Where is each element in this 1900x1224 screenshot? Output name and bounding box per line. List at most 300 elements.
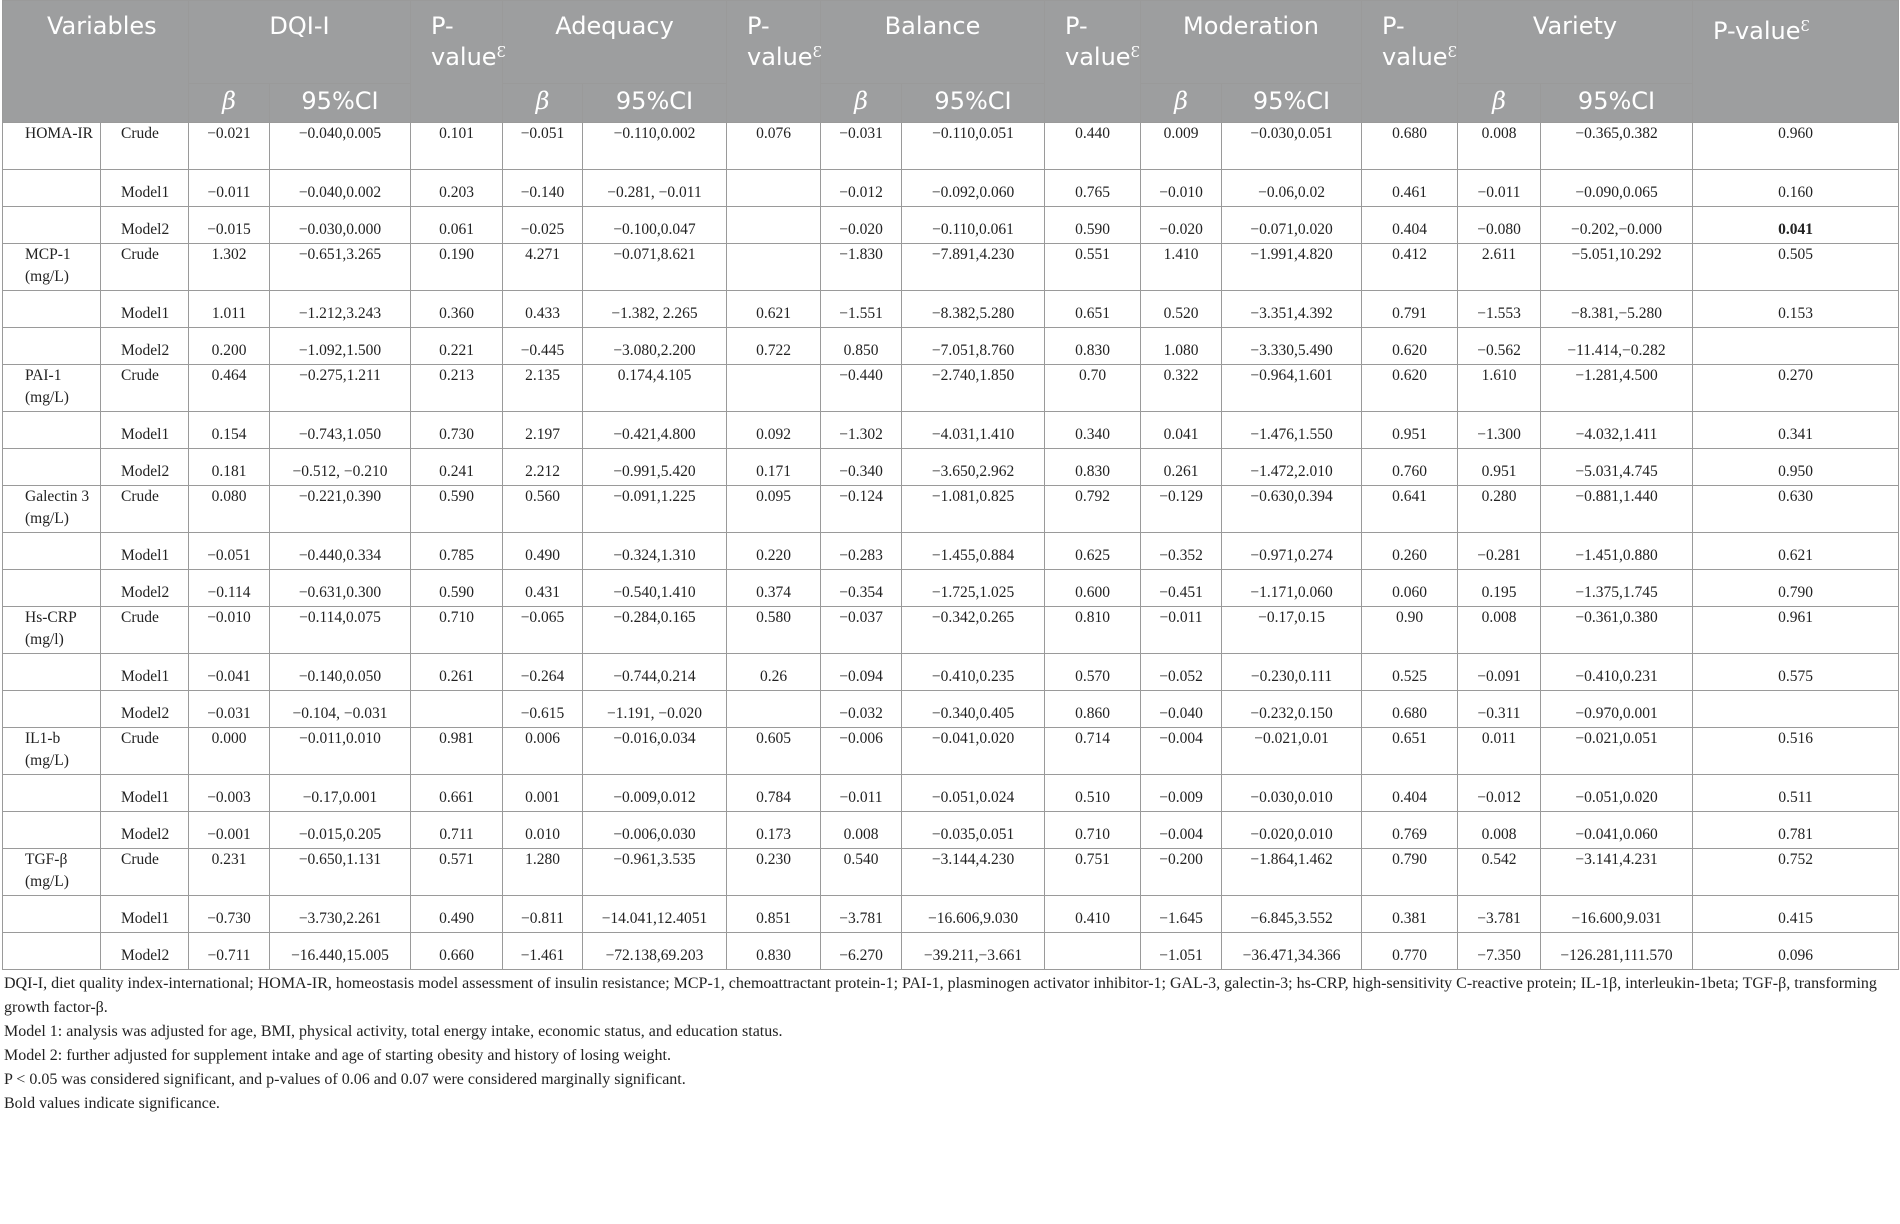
header-beta: β: [1458, 84, 1541, 123]
row-model: Crude: [101, 849, 189, 896]
cell-beta: 0.490: [503, 533, 583, 570]
cell-ci: −4.031,1.410: [902, 412, 1045, 449]
cell-pvalue: 0.769: [1362, 812, 1458, 849]
cell-beta: −0.012: [1458, 775, 1541, 812]
cell-ci: −0.964,1.601: [1222, 365, 1362, 412]
cell-ci: −0.100,0.047: [583, 207, 727, 244]
cell-beta: 0.041: [1141, 412, 1222, 449]
row-model: Model2: [101, 449, 189, 486]
cell-ci: −0.090,0.065: [1541, 170, 1693, 207]
cell-beta: 1.410: [1141, 244, 1222, 291]
cell-pvalue: 0.203: [411, 170, 503, 207]
cell-beta: 0.008: [1458, 812, 1541, 849]
cell-beta: 0.008: [821, 812, 902, 849]
cell-beta: −1.300: [1458, 412, 1541, 449]
cell-ci: −1.476,1.550: [1222, 412, 1362, 449]
cell-pvalue: [1693, 328, 1899, 365]
table-row: [3, 291, 1899, 328]
cell-beta: −0.011: [1458, 170, 1541, 207]
cell-ci: −0.020,0.010: [1222, 812, 1362, 849]
cell-beta: −0.451: [1141, 570, 1222, 607]
header-group-adequacy: Adequacy: [503, 1, 727, 84]
row-variable: [3, 775, 101, 812]
cell-beta: 0.280: [1458, 486, 1541, 533]
cell-beta: 0.261: [1141, 449, 1222, 486]
cell-pvalue: 0.711: [411, 812, 503, 849]
cell-pvalue: 0.710: [1045, 812, 1141, 849]
cell-pvalue: 0.095: [727, 486, 821, 533]
cell-pvalue: 0.625: [1045, 533, 1141, 570]
cell-ci: −0.342,0.265: [902, 607, 1045, 654]
cell-pvalue: 0.551: [1045, 244, 1141, 291]
cell-pvalue: 0.752: [1693, 849, 1899, 896]
cell-pvalue: 0.630: [1693, 486, 1899, 533]
row-model: Crude: [101, 607, 189, 654]
table-row: [3, 207, 1899, 244]
header-beta: β: [503, 84, 583, 123]
cell-beta: 0.195: [1458, 570, 1541, 607]
cell-beta: 1.080: [1141, 328, 1222, 365]
cell-beta: 0.008: [1458, 607, 1541, 654]
row-model: Model1: [101, 291, 189, 328]
row-model: Model2: [101, 570, 189, 607]
cell-beta: −0.032: [821, 691, 902, 728]
row-variable: HOMA-IR: [3, 123, 101, 170]
cell-ci: −0.140,0.050: [270, 654, 411, 691]
row-variable: [3, 412, 101, 449]
cell-pvalue: 0.571: [411, 849, 503, 896]
row-variable: [3, 812, 101, 849]
cell-beta: 1.302: [189, 244, 270, 291]
cell-pvalue: [1045, 933, 1141, 970]
header-pvalue: P-value$^Ɛ$: [1045, 1, 1141, 123]
cell-ci: −0.021,0.051: [1541, 728, 1693, 775]
cell-ci: −72.138,69.203: [583, 933, 727, 970]
cell-ci: −0.071,0.020: [1222, 207, 1362, 244]
cell-ci: −14.041,12.4051: [583, 896, 727, 933]
cell-ci: −0.971,0.274: [1222, 533, 1362, 570]
cell-ci: −0.650,1.131: [270, 849, 411, 896]
cell-beta: −0.445: [503, 328, 583, 365]
cell-beta: 0.080: [189, 486, 270, 533]
cell-pvalue: 0.060: [1362, 570, 1458, 607]
cell-beta: −0.140: [503, 170, 583, 207]
cell-pvalue: 0.410: [1045, 896, 1141, 933]
cell-beta: −0.811: [503, 896, 583, 933]
cell-ci: −3.650,2.962: [902, 449, 1045, 486]
header-variables: Variables: [3, 1, 189, 123]
cell-ci: −1.171,0.060: [1222, 570, 1362, 607]
cell-pvalue: 0.171: [727, 449, 821, 486]
cell-ci: −126.281,111.570: [1541, 933, 1693, 970]
cell-pvalue: 0.230: [727, 849, 821, 896]
cell-pvalue: [727, 170, 821, 207]
cell-ci: −0.016,0.034: [583, 728, 727, 775]
cell-beta: 1.280: [503, 849, 583, 896]
table-row: [3, 123, 1899, 170]
cell-beta: 4.271: [503, 244, 583, 291]
row-variable: [3, 933, 101, 970]
cell-ci: −1.092,1.500: [270, 328, 411, 365]
cell-beta: −6.270: [821, 933, 902, 970]
cell-pvalue: 0.570: [1045, 654, 1141, 691]
cell-ci: −0.284,0.165: [583, 607, 727, 654]
cell-beta: −0.091: [1458, 654, 1541, 691]
cell-ci: −3.330,5.490: [1222, 328, 1362, 365]
cell-pvalue: 0.600: [1045, 570, 1141, 607]
row-model: Model1: [101, 654, 189, 691]
cell-beta: 0.200: [189, 328, 270, 365]
cell-ci: −3.141,4.231: [1541, 849, 1693, 896]
cell-pvalue: 0.621: [1693, 533, 1899, 570]
cell-beta: −1.051: [1141, 933, 1222, 970]
cell-pvalue: 0.714: [1045, 728, 1141, 775]
cell-ci: −1.455,0.884: [902, 533, 1045, 570]
cell-beta: −1.645: [1141, 896, 1222, 933]
cell-pvalue: 0.785: [411, 533, 503, 570]
cell-ci: −0.630,0.394: [1222, 486, 1362, 533]
table-row: [3, 607, 1899, 654]
cell-pvalue: 0.590: [411, 570, 503, 607]
cell-ci: −0.009,0.012: [583, 775, 727, 812]
cell-pvalue: 0.621: [727, 291, 821, 328]
cell-beta: −0.052: [1141, 654, 1222, 691]
cell-ci: −1.281,4.500: [1541, 365, 1693, 412]
cell-ci: −16.600,9.031: [1541, 896, 1693, 933]
cell-ci: −0.540,1.410: [583, 570, 727, 607]
cell-ci: −0.035,0.051: [902, 812, 1045, 849]
cell-beta: 0.009: [1141, 123, 1222, 170]
table-row: [3, 570, 1899, 607]
table-row: [3, 691, 1899, 728]
cell-pvalue: 0.041: [1693, 207, 1899, 244]
cell-beta: −0.031: [821, 123, 902, 170]
cell-pvalue: 0.213: [411, 365, 503, 412]
cell-beta: 0.520: [1141, 291, 1222, 328]
cell-beta: −0.001: [189, 812, 270, 849]
cell-ci: −3.144,4.230: [902, 849, 1045, 896]
cell-beta: −0.114: [189, 570, 270, 607]
cell-beta: −0.283: [821, 533, 902, 570]
cell-pvalue: 0.781: [1693, 812, 1899, 849]
cell-ci: −0.340,0.405: [902, 691, 1045, 728]
cell-ci: 0.174,4.105: [583, 365, 727, 412]
cell-ci: −0.275,1.211: [270, 365, 411, 412]
cell-beta: −0.003: [189, 775, 270, 812]
cell-ci: −4.032,1.411: [1541, 412, 1693, 449]
cell-pvalue: 0.791: [1362, 291, 1458, 328]
row-model: Model1: [101, 533, 189, 570]
cell-beta: −0.129: [1141, 486, 1222, 533]
row-variable: Hs-CRP (mg/l): [3, 607, 101, 654]
cell-beta: 0.231: [189, 849, 270, 896]
cell-ci: −0.743,1.050: [270, 412, 411, 449]
cell-pvalue: 0.511: [1693, 775, 1899, 812]
row-variable: [3, 449, 101, 486]
cell-pvalue: 0.590: [1045, 207, 1141, 244]
cell-pvalue: 0.525: [1362, 654, 1458, 691]
footnote: Model 2: further adjusted for supplement intake and age of starting obesity and history of losing weight.: [4, 1047, 671, 1064]
cell-ci: −0.202,−0.000: [1541, 207, 1693, 244]
cell-ci: −5.051,10.292: [1541, 244, 1693, 291]
cell-beta: 2.135: [503, 365, 583, 412]
header-beta: β: [1141, 84, 1222, 123]
header-pvalue: P-value$^Ɛ$: [1362, 1, 1458, 123]
cell-pvalue: 0.860: [1045, 691, 1141, 728]
header-group-dqi: DQI-I: [189, 1, 411, 84]
cell-beta: −0.025: [503, 207, 583, 244]
cell-beta: −0.006: [821, 728, 902, 775]
cell-beta: −0.352: [1141, 533, 1222, 570]
cell-pvalue: 0.784: [727, 775, 821, 812]
cell-ci: −0.230,0.111: [1222, 654, 1362, 691]
cell-beta: −0.340: [821, 449, 902, 486]
cell-ci: −1.725,1.025: [902, 570, 1045, 607]
cell-beta: −0.711: [189, 933, 270, 970]
cell-pvalue: 0.660: [411, 933, 503, 970]
cell-ci: −0.17,0.15: [1222, 607, 1362, 654]
cell-beta: 0.540: [821, 849, 902, 896]
cell-beta: 0.542: [1458, 849, 1541, 896]
table-row: [3, 728, 1899, 775]
cell-beta: −0.015: [189, 207, 270, 244]
cell-pvalue: 0.730: [411, 412, 503, 449]
row-model: Crude: [101, 486, 189, 533]
table-row: [3, 449, 1899, 486]
cell-beta: 1.610: [1458, 365, 1541, 412]
cell-pvalue: 0.760: [1362, 449, 1458, 486]
cell-ci: −1.451,0.880: [1541, 533, 1693, 570]
cell-pvalue: 0.851: [727, 896, 821, 933]
cell-pvalue: 0.061: [411, 207, 503, 244]
row-variable: MCP-1 (mg/L): [3, 244, 101, 291]
cell-beta: −0.562: [1458, 328, 1541, 365]
cell-ci: −0.324,1.310: [583, 533, 727, 570]
header-ci: 95%CI: [902, 84, 1045, 123]
cell-pvalue: 0.580: [727, 607, 821, 654]
cell-ci: −0.970,0.001: [1541, 691, 1693, 728]
cell-ci: −8.382,5.280: [902, 291, 1045, 328]
cell-pvalue: 0.092: [727, 412, 821, 449]
cell-ci: −0.041,0.060: [1541, 812, 1693, 849]
cell-beta: −0.037: [821, 607, 902, 654]
cell-ci: −0.440,0.334: [270, 533, 411, 570]
cell-beta: −0.011: [821, 775, 902, 812]
cell-ci: −0.991,5.420: [583, 449, 727, 486]
cell-beta: 0.181: [189, 449, 270, 486]
cell-beta: −3.781: [821, 896, 902, 933]
table-row: [3, 244, 1899, 291]
cell-ci: −0.091,1.225: [583, 486, 727, 533]
cell-pvalue: 0.680: [1362, 691, 1458, 728]
cell-beta: −0.065: [503, 607, 583, 654]
row-variable: TGF-β (mg/L): [3, 849, 101, 896]
cell-beta: −0.440: [821, 365, 902, 412]
cell-beta: −3.781: [1458, 896, 1541, 933]
cell-pvalue: 0.722: [727, 328, 821, 365]
cell-ci: −7.891,4.230: [902, 244, 1045, 291]
cell-beta: 0.008: [1458, 123, 1541, 170]
row-model: Model2: [101, 207, 189, 244]
cell-ci: −1.081,0.825: [902, 486, 1045, 533]
row-variable: [3, 570, 101, 607]
cell-pvalue: 0.751: [1045, 849, 1141, 896]
cell-ci: −0.961,3.535: [583, 849, 727, 896]
header-ci: 95%CI: [270, 84, 411, 123]
cell-ci: −0.512, −0.210: [270, 449, 411, 486]
cell-ci: −0.651,3.265: [270, 244, 411, 291]
cell-pvalue: 0.26: [727, 654, 821, 691]
table-row: [3, 812, 1899, 849]
table-row: [3, 933, 1899, 970]
cell-ci: −0.114,0.075: [270, 607, 411, 654]
cell-ci: −0.041,0.020: [902, 728, 1045, 775]
cell-ci: −5.031,4.745: [1541, 449, 1693, 486]
cell-beta: −0.051: [189, 533, 270, 570]
cell-ci: −16.606,9.030: [902, 896, 1045, 933]
cell-ci: −0.281, −0.011: [583, 170, 727, 207]
cell-beta: −0.011: [189, 170, 270, 207]
cell-ci: −0.040,0.005: [270, 123, 411, 170]
cell-pvalue: 0.516: [1693, 728, 1899, 775]
row-model: Model2: [101, 328, 189, 365]
table-row: [3, 896, 1899, 933]
header-beta: β: [821, 84, 902, 123]
cell-beta: −7.350: [1458, 933, 1541, 970]
cell-pvalue: 0.412: [1362, 244, 1458, 291]
cell-ci: −16.440,15.005: [270, 933, 411, 970]
table-row: [3, 170, 1899, 207]
cell-beta: −0.730: [189, 896, 270, 933]
cell-ci: −0.410,0.235: [902, 654, 1045, 691]
cell-ci: −1.191, −0.020: [583, 691, 727, 728]
cell-pvalue: 0.680: [1362, 123, 1458, 170]
cell-beta: −1.302: [821, 412, 902, 449]
row-model: Model2: [101, 933, 189, 970]
cell-pvalue: 0.505: [1693, 244, 1899, 291]
cell-pvalue: 0.960: [1693, 123, 1899, 170]
cell-beta: −0.031: [189, 691, 270, 728]
header-beta: β: [189, 84, 270, 123]
cell-beta: 0.010: [503, 812, 583, 849]
cell-ci: −0.110,0.051: [902, 123, 1045, 170]
cell-pvalue: 0.490: [411, 896, 503, 933]
row-model: Model1: [101, 896, 189, 933]
cell-pvalue: 0.404: [1362, 775, 1458, 812]
cell-pvalue: 0.651: [1362, 728, 1458, 775]
cell-beta: −0.004: [1141, 812, 1222, 849]
cell-beta: 2.197: [503, 412, 583, 449]
row-variable: [3, 533, 101, 570]
cell-pvalue: 0.590: [411, 486, 503, 533]
cell-ci: −0.021,0.01: [1222, 728, 1362, 775]
table-row: [3, 365, 1899, 412]
cell-beta: −1.830: [821, 244, 902, 291]
cell-ci: −1.375,1.745: [1541, 570, 1693, 607]
cell-pvalue: 0.70: [1045, 365, 1141, 412]
cell-beta: 0.850: [821, 328, 902, 365]
cell-ci: −0.421,4.800: [583, 412, 727, 449]
header-group-variety: Variety: [1458, 1, 1693, 84]
cell-beta: −0.615: [503, 691, 583, 728]
header-ci: 95%CI: [583, 84, 727, 123]
row-model: Model1: [101, 775, 189, 812]
row-model: Crude: [101, 728, 189, 775]
row-model: Crude: [101, 123, 189, 170]
cell-beta: 0.951: [1458, 449, 1541, 486]
row-variable: IL1-b (mg/L): [3, 728, 101, 775]
cell-ci: −0.030,0.051: [1222, 123, 1362, 170]
cell-pvalue: 0.260: [1362, 533, 1458, 570]
cell-ci: −0.110,0.061: [902, 207, 1045, 244]
cell-beta: −0.021: [189, 123, 270, 170]
cell-ci: −1.864,1.462: [1222, 849, 1362, 896]
cell-pvalue: 0.076: [727, 123, 821, 170]
table-row: [3, 412, 1899, 449]
cell-beta: 0.011: [1458, 728, 1541, 775]
cell-ci: −0.051,0.020: [1541, 775, 1693, 812]
header-group-balance: Balance: [821, 1, 1045, 84]
cell-pvalue: 0.270: [1693, 365, 1899, 412]
cell-beta: −0.264: [503, 654, 583, 691]
cell-beta: 1.011: [189, 291, 270, 328]
cell-pvalue: [727, 244, 821, 291]
row-model: Model2: [101, 691, 189, 728]
cell-pvalue: 0.790: [1362, 849, 1458, 896]
row-variable: [3, 654, 101, 691]
cell-beta: −0.010: [1141, 170, 1222, 207]
cell-ci: −0.221,0.390: [270, 486, 411, 533]
cell-pvalue: 0.710: [411, 607, 503, 654]
row-model: Crude: [101, 244, 189, 291]
cell-ci: −39.211,−3.661: [902, 933, 1045, 970]
cell-ci: −0.011,0.010: [270, 728, 411, 775]
row-variable: [3, 207, 101, 244]
cell-pvalue: 0.830: [1045, 328, 1141, 365]
cell-pvalue: 0.415: [1693, 896, 1899, 933]
header-group-moderation: Moderation: [1141, 1, 1362, 84]
cell-ci: −0.361,0.380: [1541, 607, 1693, 654]
cell-beta: −1.461: [503, 933, 583, 970]
cell-pvalue: 0.381: [1362, 896, 1458, 933]
row-model: Crude: [101, 365, 189, 412]
cell-ci: −0.365,0.382: [1541, 123, 1693, 170]
cell-ci: −0.110,0.002: [583, 123, 727, 170]
cell-beta: −0.080: [1458, 207, 1541, 244]
cell-beta: −0.020: [1141, 207, 1222, 244]
cell-beta: 2.611: [1458, 244, 1541, 291]
cell-ci: −0.17,0.001: [270, 775, 411, 812]
cell-pvalue: 0.261: [411, 654, 503, 691]
cell-beta: 0.322: [1141, 365, 1222, 412]
cell-beta: −0.094: [821, 654, 902, 691]
header-pvalue: P-value$^Ɛ$: [1693, 1, 1899, 123]
cell-beta: −0.041: [189, 654, 270, 691]
cell-ci: −0.092,0.060: [902, 170, 1045, 207]
row-model: Model2: [101, 812, 189, 849]
cell-ci: −0.410,0.231: [1541, 654, 1693, 691]
cell-pvalue: [1693, 691, 1899, 728]
cell-pvalue: 0.830: [1045, 449, 1141, 486]
cell-ci: −0.104, −0.031: [270, 691, 411, 728]
cell-pvalue: 0.173: [727, 812, 821, 849]
cell-beta: −0.200: [1141, 849, 1222, 896]
cell-beta: −0.012: [821, 170, 902, 207]
cell-pvalue: 0.651: [1045, 291, 1141, 328]
cell-pvalue: 0.830: [727, 933, 821, 970]
cell-ci: −0.631,0.300: [270, 570, 411, 607]
cell-ci: −36.471,34.366: [1222, 933, 1362, 970]
